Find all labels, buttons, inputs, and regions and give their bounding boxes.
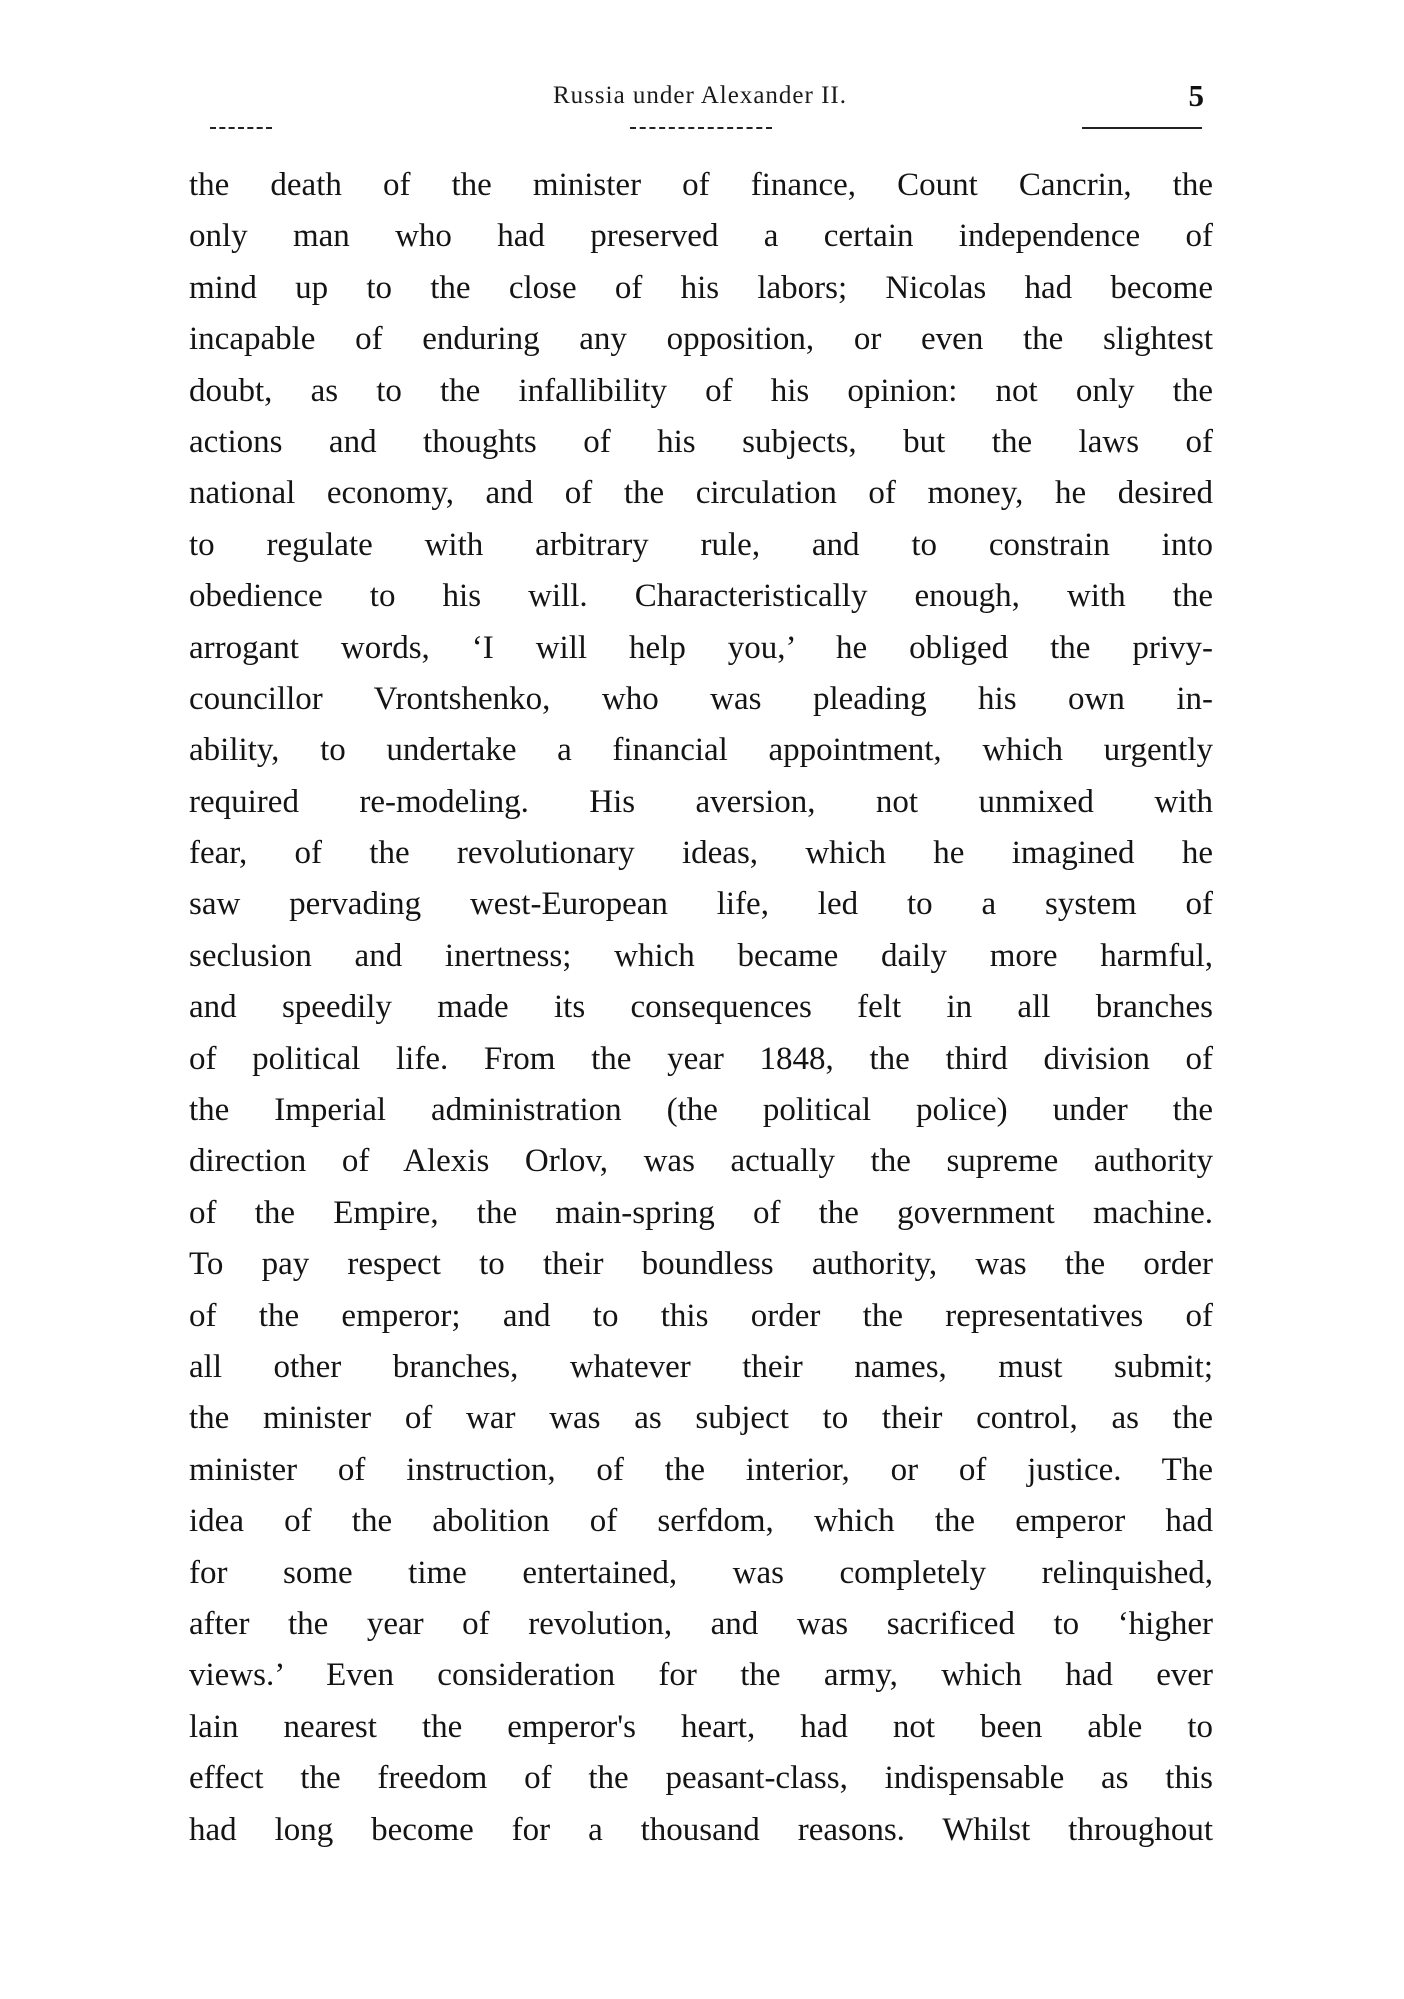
text-line: incapable of enduring any opposition, or even the slightest [189, 321, 1213, 358]
header-rule-left [210, 127, 272, 129]
text-line: doubt, as to the infallibility of his opinion: not only the [189, 372, 1213, 409]
text-line: arrogant words, ‘I will help you,’ he obliged the privy- [189, 629, 1213, 666]
text-line: had long become for a thousand reasons. Whilst throughout [189, 1811, 1213, 1848]
text-line: of the emperor; and to this order the representatives of [189, 1297, 1213, 1334]
text-line: To pay respect to their boundless authority, was the order [189, 1246, 1213, 1283]
body-text [189, 160, 1213, 1856]
header-rule-right [1082, 127, 1202, 129]
text-line: fear, of the revolutionary ideas, which he imagined he [189, 835, 1213, 872]
text-line: views.’ Even consideration for the army, which had ever [189, 1657, 1213, 1694]
running-head [190, 78, 1210, 138]
text-line: effect the freedom of the peasant-class, indispensable as this [189, 1760, 1213, 1797]
page-number: 5 [1188, 78, 1204, 113]
text-line: actions and thoughts of his subjects, but the laws of [189, 423, 1213, 460]
text-line: obedience to his will. Characteristically enough, with the [189, 578, 1213, 615]
running-title: Russia under Alexander II. [553, 82, 847, 109]
text-line: national economy, and of the circulation of money, he desired [189, 475, 1213, 512]
text-line: minister of instruction, of the interior, or of justice. The [189, 1451, 1213, 1488]
text-line: only man who had preserved a certain independence of [189, 218, 1213, 255]
text-line: ability, to undertake a financial appointment, which urgently [189, 732, 1213, 769]
text-line: councillor Vrontshenko, who was pleading his own in- [189, 680, 1213, 717]
text-line: the Imperial administration (the political police) under the [189, 1092, 1213, 1129]
text-line: the death of the minister of finance, Count Cancrin, the [189, 167, 1213, 203]
text-line: all other branches, whatever their names, must submit; [189, 1348, 1213, 1385]
text-line: required re-modeling. His aversion, not unmixed with [189, 783, 1213, 820]
text-line: of political life. From the year 1848, the third division of [189, 1040, 1213, 1077]
text-line: mind up to the close of his labors; Nicolas had become [189, 269, 1213, 306]
text-line: direction of Alexis Orlov, was actually the supreme authority [189, 1143, 1213, 1180]
text-line: and speedily made its consequences felt in all branches [189, 989, 1213, 1026]
text-line: idea of the abolition of serfdom, which the emperor had [189, 1503, 1213, 1540]
text-line: after the year of revolution, and was sacrificed to ‘higher [189, 1605, 1213, 1642]
text-line: the minister of war was as subject to their control, as the [189, 1400, 1213, 1437]
text-line: lain nearest the emperor's heart, had not been able to [189, 1708, 1213, 1745]
text-line: saw pervading west-European life, led to a system of [189, 886, 1213, 923]
text-line: to regulate with arbitrary rule, and to constrain into [189, 526, 1213, 563]
header-rule-center [630, 127, 772, 129]
text-line: of the Empire, the main-spring of the government machine. [189, 1194, 1213, 1231]
text-line: for some time entertained, was completely relinquished, [189, 1554, 1213, 1591]
text-line: seclusion and inertness; which became daily more harmful, [189, 937, 1213, 974]
